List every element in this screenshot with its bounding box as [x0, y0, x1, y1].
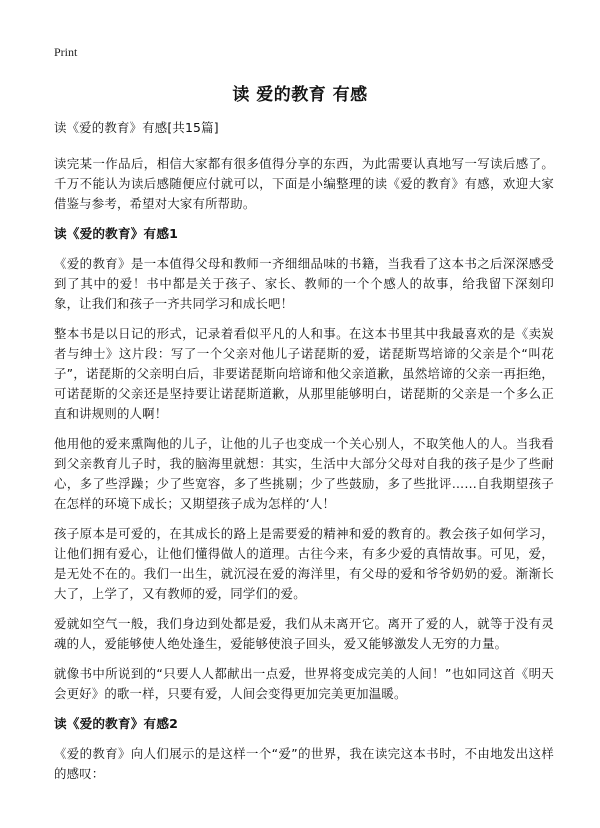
section1-paragraph-6: 就像书中所说到的“只要人人都献出一点爱，世界将变成完美的人间！”也如同这首《明天会更好》的歌一样，只要有爱，人间会变得更加完美更加温暖。 [54, 666, 554, 701]
print-link[interactable]: Print [54, 45, 78, 59]
section-heading-2: 读《爱的教育》有感2 [54, 716, 179, 731]
section1-paragraph-4: 孩子原本是可爱的，在其成长的路上是需要爱的精神和爱的教育的。教会孩子如何学习，让他们拥有爱心，让他们懂得做人的道理。古往今来，有多少爱的真情故事。可见，爱，是无处不在的。我们一出生，就沉浸在爱的海洋里，有父母的爱和爷爷奶奶的爱。渐渐长大了，上学了，又有教师的爱，同学们的爱。 [54, 526, 554, 601]
section1-paragraph-2: 整本书是以日记的形式，记录着看似平凡的人和事。在这本书里其中我最喜欢的是《卖炭者与绅士》这片段：写了一个父亲对他儿子诺琵斯的爱，诺琵斯骂培谛的父亲是个“叫花子”，诺琵斯的父亲明白后，非要诺琵斯向培谛和他父亲道歉，虽然培谛的父亲一再拒绝，可诺琵斯的父亲还是坚持要让诺琵斯道歉，从那里能够明白，诺琵斯的父亲是一个多么正直和讲规则的人啊！ [54, 326, 554, 421]
document-subtitle: 读《爱的教育》有感[共15篇] [54, 120, 219, 135]
page-title: 读 爱的教育 有感 [232, 85, 368, 105]
article-body [54, 118, 554, 794]
intro-paragraph: 读完某一作品后，相信大家都有很多值得分享的东西，为此需要认真地写一写读后感了。千万不能认为读后感随便应付就可以，下面是小编整理的读《爱的教育》有感，欢迎大家借鉴与参考，希望对大家有所帮助。 [54, 156, 554, 211]
section-heading-1: 读《爱的教育》有感1 [54, 226, 179, 241]
section2-paragraph-1: 《爱的教育》向人们展示的是这样一个“爱”的世界，我在读完这本书时，不由地发出这样的感叹： [54, 746, 554, 781]
section1-paragraph-3: 他用他的爱来熏陶他的儿子，让他的儿子也变成一个关心别人，不取笑他人的人。当我看到父亲教育儿子时，我的脑海里就想：其实，生活中大部分父母对自我的孩子是少了些耐心，多了些浮躁；少了些宽容，多了些挑剔；少了些鼓励，多了些批评……自我期望孩子在怎样的环境下成长；又期望孩子成为怎样的‘人！ [54, 436, 554, 511]
section1-paragraph-5: 爱就如空气一般，我们身边到处都是爱，我们从未离开它。离开了爱的人，就等于没有灵魂的人，爱能够使人绝处逢生，爱能够使浪子回头，爱又能够激发人无穷的力量。 [54, 616, 554, 651]
section1-paragraph-1: 《爱的教育》是一本值得父母和教师一齐细细品味的书籍，当我看了这本书之后深深感受到了其中的爱！书中都是关于孩子、家长、教师的一个个感人的故事，给我留下深刻印象，让我们和孩子一齐共同学习和成长吧！ [54, 256, 554, 311]
